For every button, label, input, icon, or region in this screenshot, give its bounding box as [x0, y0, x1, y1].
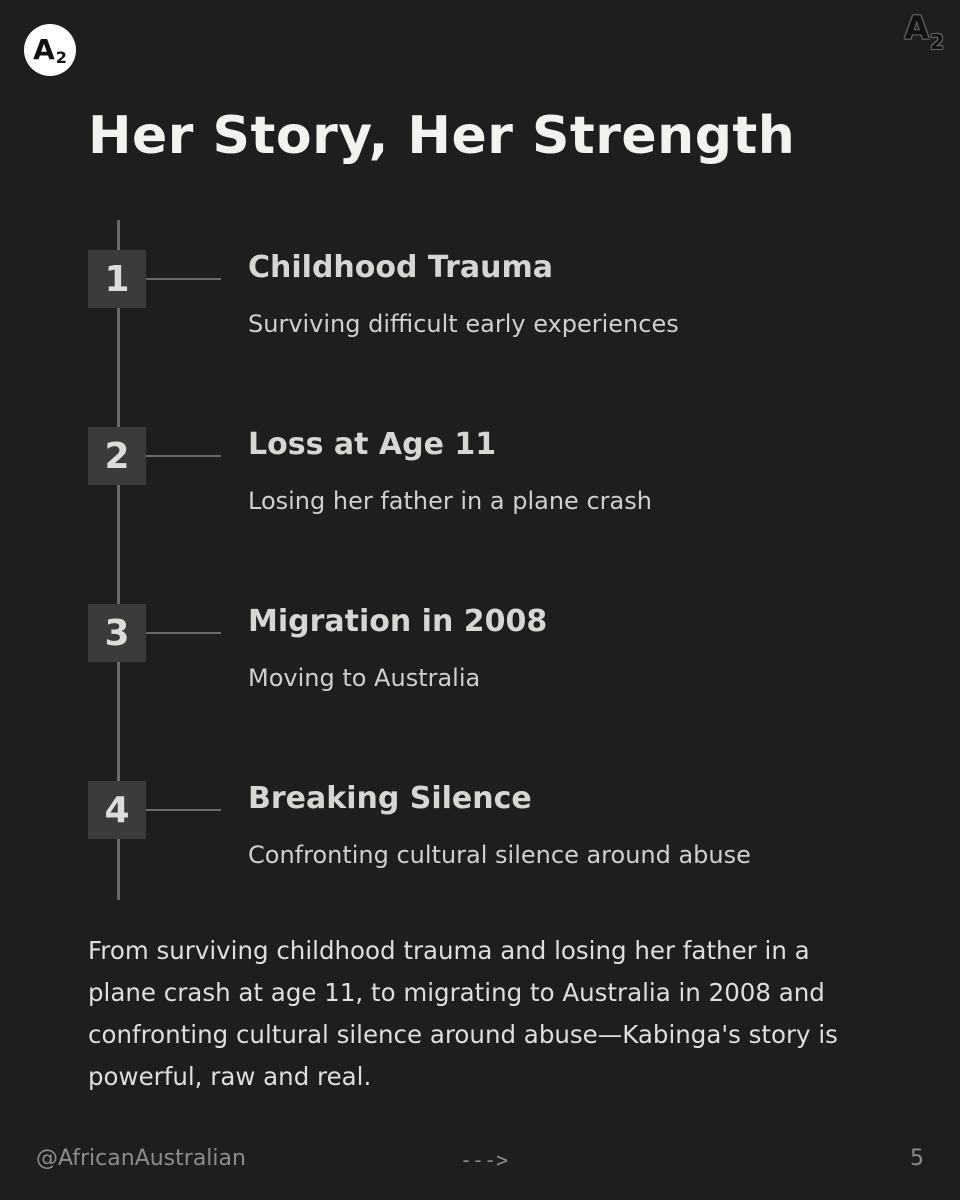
step-number-box: 1 [88, 250, 146, 308]
brand-logo-circle [24, 24, 76, 76]
step-description: Losing her father in a plane crash [248, 487, 652, 515]
step-number-box: 2 [88, 427, 146, 485]
step-description: Surviving difficult early experiences [248, 310, 679, 338]
corner-logo-subscript: 2 [930, 30, 944, 54]
step-title: Childhood Trauma [248, 250, 553, 285]
logo-subscript: 2 [55, 47, 67, 67]
step-connector [146, 809, 221, 811]
step-title: Breaking Silence [248, 781, 532, 816]
page-number: 5 [910, 1146, 924, 1171]
brand-logo-corner [904, 9, 944, 54]
footer-handle: @AfricanAustralian [36, 1146, 246, 1171]
step-description: Moving to Australia [248, 664, 481, 692]
timeline-step-2 [0, 427, 960, 537]
logo-letter: A [33, 33, 55, 66]
step-connector [146, 278, 221, 280]
step-connector [146, 455, 221, 457]
step-connector [146, 632, 221, 634]
timeline-step-4 [0, 781, 960, 891]
step-number-box: 3 [88, 604, 146, 662]
timeline-step-1 [0, 250, 960, 360]
corner-logo-letter: A [904, 9, 930, 47]
next-arrow[interactable]: ---> [460, 1148, 509, 1172]
step-description: Confronting cultural silence around abuse [248, 841, 751, 869]
page-title: Her Story, Her Strength [88, 106, 796, 166]
step-number-box: 4 [88, 781, 146, 839]
step-title: Migration in 2008 [248, 604, 548, 639]
summary-paragraph: From surviving childhood trauma and losing her father in a plane crash at age 11, to migrating to Australia in 2008 and confronting cultural silence around abuse—Kabinga's story is powerful, raw and real. [88, 936, 838, 1091]
timeline-step-3 [0, 604, 960, 714]
step-title: Loss at Age 11 [248, 427, 497, 462]
